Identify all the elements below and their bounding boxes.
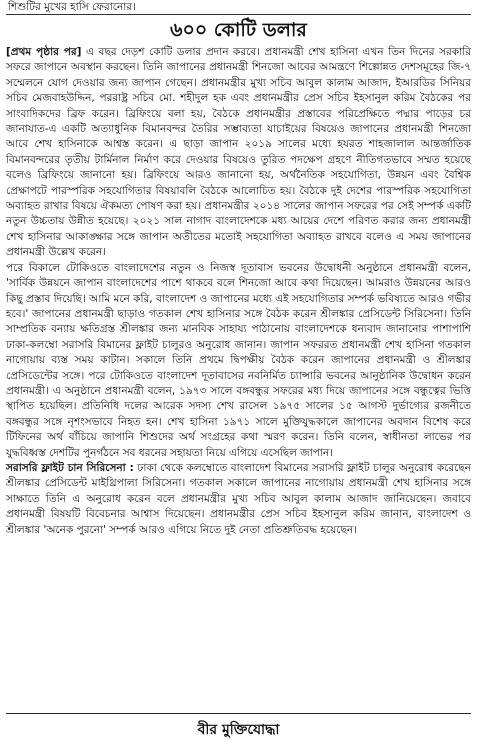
article-body xyxy=(6,45,471,538)
article-paragraph xyxy=(6,461,471,538)
paragraph-text: এ বছর দেড়শ কোটি ডলার প্রদান করবে। প্রধানমন্ত্রী শেখ হাসিনা এখন তিন দিনের সরকারি সফরে জাপানে অবস্থান করছেন। তিনি জাপানের প্রধানমন্ত্রী শিনজো আবের আমন্ত্রণে শিল্পোন্নত দেশসমূহের জি-৭ সম্মেলনে যোগ দেওয়ার জন্য জাপান গেছেন। প্রধানমন্ত্রীর মুখ্য সচিব আবুল কালাম আজাদ, ইআরডির সিনিয়র সচিব মেজবাহউদ্দিন, পররাষ্ট্র সচিব মো. শহীদুল হক এবং প্রধানমন্ত্রীর প্রেস সচিব ইহসানুল করিম বৈঠকের পর সাংবাদিকদের ব্রিফ করেন। ব্রিফিংয়ে বলা হয়, বৈঠকে প্রধানমন্ত্রীর প্রস্তাবের পরিপ্রেক্ষিতে পদ্মার পাড়ের চর জানাযাত-এ একটি অত্যাধুনিক বিমানবন্দর তৈরির সম্ভাব্যতা যাচাইয়ের বিষয়েও জাপানের প্রধানমন্ত্রী শিনজো আবে শেখ হাসিনাকে আশ্বস্ত করেন। এ ছাড়া জাপান ২০১৯ সালের মধ্যে হযরত শাহজালাল আন্তর্জাতিক বিমানবন্দরের তৃতীয় টার্মিনাল নির্মাণ করে দেওয়ার বিষয়েও তুরিত পদক্ষেপ গ্রহণে নীতিগতভাবে সম্মত হয়েছে বলেও ব্রিফিংয়ে জানানো হয়। ব্রিফিংয়ে আরও জানানো হয়, অর্থনৈতিক সহযোগিতা, উন্নয়ন এবং বৈশ্বিক প্রেক্ষাপটে পারস্পরিক সহযোগিতার বিষয়াবলি বৈঠকে আলোচিত হয়। বৈঠকে দুই দেশের পারস্পরিক সহযোগিতা অব্যাহত রাখার বিষয়ে ঐকমত্য পোষণ করা হয়। প্রধানমন্ত্রীর ২০১৪ সালের জাপান সফরের পর সেই সম্পর্ক একটি নতুন উচ্চতায় উন্নীত হয়েছে। ২০২১ সাল নাগাদ বাংলাদেশকে মধ্য আয়ের দেশে পরিণত করার জন্য প্রধানমন্ত্রী শেখ হাসিনার আকাঙ্ক্ষার সঙ্গে জাপান অতীতের মতোই সহযোগিতা অব্যাহত রাখবে বলেও এ সময় জাপানের প্রধানমন্ত্রী উল্লেখ করেন। xyxy=(6,46,471,259)
previous-article-fragment: শিশুটির মুখের হাসি ফেরানোর। xyxy=(6,0,471,15)
next-article-fragment: বীর মুক্তিযোদ্ধা xyxy=(197,722,280,738)
article-headline: ৬০০ কোটি ডলার xyxy=(170,19,307,41)
continuation-tag: [প্রথম পৃষ্ঠার পর] xyxy=(6,46,82,58)
section-subhead: সরাসরি ফ্লাইট চান সিরিসেনা : xyxy=(6,461,134,474)
paragraph-text: পরে বিকালে টোকিওতে বাংলাদেশের নতুন ও নিজস্ব দূতাবাস ভবনের উদ্বোধনী অনুষ্ঠানে প্রধানমন্ত্রী বলেন, 'সার্বিক উন্নয়নে জাপান বাংলাদেশের পাশে থাকবে বলে শিনজো আবে কথা দিয়েছেন। আমরাও উন্নয়নের আরও কিছু প্রস্তাব দিয়েছি। আমি মনে করি, বাংলাদেশ ও জাপানের মধ্যে এই সহযোগিতার সম্পর্ক ভবিষ্যতে আরও গভীর হবে।' জাপানের প্রধানমন্ত্রী ছাড়াও গতকাল শেখ হাসিনার সঙ্গে বৈঠক করেন শ্রীলঙ্কার প্রেসিডেন্ট সিরিসেনা। তিনি সাম্প্রতিক বন্যায় ক্ষতিগ্রস্ত শ্রীলঙ্কার জন্য মানবিক সাহায্য পাঠানোয় বাংলাদেশকে ধন্যবাদ জানানোর পাশাপাশি ঢাকা-কলম্বো সরাসরি বিমানের ফ্লাইট চালুরও অনুরোধ জানান। জাপান সফররত প্রধানমন্ত্রী শেখ হাসিনা গতকাল নাগোয়ায় ব্যস্ত সময় কাটান। সকালে তিনি প্রথমে দ্বিপক্ষীয় বৈঠক করেন জাপানের প্রধানমন্ত্রী ও শ্রীলঙ্কার প্রেসিডেন্টের সঙ্গে। পরে টোকিওতে বাংলাদেশ দূতাবাসের নবনির্মিত চ্যান্সারি ভবনের আনুষ্ঠানিক উদ্বোধন করেন প্রধানমন্ত্রী। এ অনুষ্ঠানে প্রধানমন্ত্রী বলেন, ১৯৭৩ সালে বঙ্গবন্ধুর সফরের মধ্য দিয়ে জাপানের সঙ্গে বন্ধুত্বের ভিত্তি স্থাপিত হয়েছিল। প্রতিনিধি দলের আরেক সদস্য শেখ রাসেল ১৯৭৫ সালের ১৫ আগস্ট দুর্ভাগ্যের রজনীতে বঙ্গবন্ধুর সঙ্গে নৃশংসভাবে নিহত হন। শেখ হাসিনা ১৯৭১ সালে মুক্তিযুদ্ধকালে জাপানের অবদান বিশেষ করে টিফিনের অর্থ বাঁচিয়ে জাপানি শিশুদের অর্থ সংগ্রহের কথা স্মরণ করেন। তিনি বলেন, স্বাধীনতা লাভের পর যুদ্ধবিধ্বস্ত দেশটির পুনর্গঠনে সব ধরনের সহায়তা নিয়ে এগিয়ে এসেছিল জাপান। xyxy=(6,261,471,459)
article-paragraph xyxy=(6,45,471,261)
bottom-divider xyxy=(6,713,471,714)
paragraph-text: ঢাকা থেকে কলম্বোতে বাংলাদেশ বিমানের সরাসরি ফ্লাইট চালুর অনুরোধ করেছেন শ্রীলঙ্কার প্রেসিডেন্ট মাইথ্রিপালা সিরিসেনা। গতকাল সকালে জাপানের নাগোয়ায় প্রধানমন্ত্রী শেখ হাসিনার সঙ্গে সাক্ষাতে তিনি এ অনুরোধ করেন বলে প্রধানমন্ত্রীর মুখ্য সচিব আবুল কালাম আজাদ জানিয়েছেন। জবাবে প্রধানমন্ত্রী বিষয়টি বিবেচনার আশ্বাস দিয়েছেন। প্রধানমন্ত্রীর প্রেস সচিব ইহসানুল করিম জানান, বাংলাদেশ ও শ্রীলঙ্কার 'অনেক পুরনো' সম্পর্ক আরও এগিয়ে নিতে দুই নেতা প্রতিশ্রুতিবদ্ধ হয়েছেন। xyxy=(6,461,472,536)
article-paragraph xyxy=(6,261,471,461)
